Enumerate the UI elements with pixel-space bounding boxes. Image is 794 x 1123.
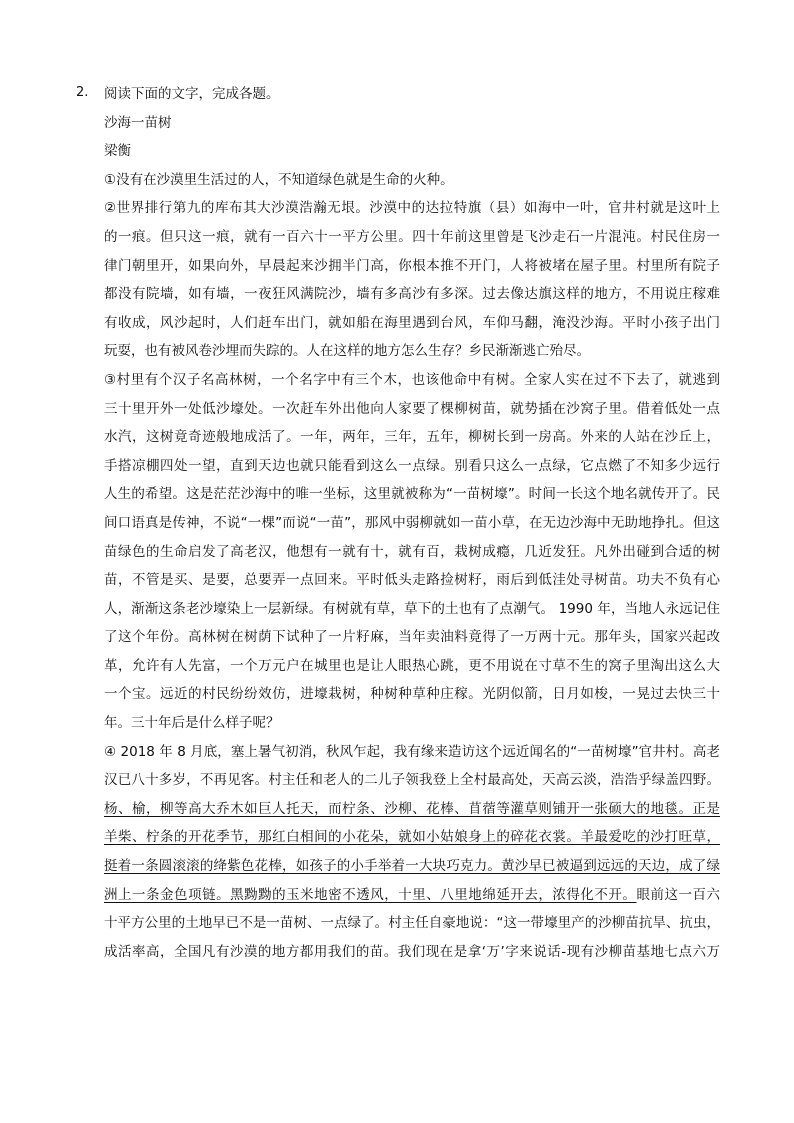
text-line: 一个宝。远近的村民纷纷效仿，进壕栽树，种树种草种庄稼。光阴似箭，日月如梭，一晃过去快三十	[104, 686, 720, 703]
text-line: 间口语真是传神，不说“一棵”而说“一苗”，那风中弱柳就如一苗小草，在无边沙海中无助地挣扎。但这	[104, 514, 720, 531]
underlined-line	[104, 795, 720, 824]
text-line: ①没有在沙漠里生活过的人，不知道绿色就是生命的火种。	[104, 171, 454, 188]
text-line: 十平方公里的土地早已不是一苗树、一点绿了。村主任自豪地说：“这一带壕里产的沙柳苗抗旱、抗虫，	[104, 915, 720, 932]
underlined-line	[104, 852, 720, 881]
text-line: 成活率高，全国凡有沙漠的地方都用我们的苗。我们现在是拿‘万’字来说话-现有沙柳苗基地七点六万	[104, 943, 720, 960]
text-line: 人生的希望。这是茫茫沙海中的唯一坐标，这里就被称为“一苗树壕”。时间一长这个地名就传开了。民	[104, 486, 720, 503]
text-line: 水汽，这树竟奇迹般地成活了。一年，两年，三年，五年，柳树长到一房高。外来的人站在沙丘上，	[104, 429, 720, 446]
article-title: 沙海一苗树	[104, 114, 172, 131]
underlined-text: 洲上一条金色项链。黑黝黝的玉米地密不透风，十里、八里地绵延开去，浓得化不开。	[104, 886, 637, 903]
text-line: 苗，不管是买、是要，总要弄一点回来。平时低头走路捡树籽，雨后到低洼处寻树苗。功夫不负有心	[104, 572, 720, 589]
text-line: ③村里有个汉子名高林树，一个名字中有三个木，也该他命中有树。全家人实在过不下去了，就逃到	[104, 371, 720, 388]
text-line: 律门朝里开，如果向外，早晨起来沙拥半门高，你根本推不开门，人将被堵在屋子里。村里所有院子	[104, 257, 720, 274]
mixed-line	[104, 881, 720, 910]
text-line: 人，渐渐这条老沙壕染上一层新绿。有树就有草，草下的土也有了点潮气。 1990 年，当地人永远记住	[104, 600, 720, 617]
plain-text: 眼前这一百六	[636, 886, 721, 903]
underlined-text: 挺着一条圆滚滚的绛紫色花棒，如孩子的小手举着一大块巧克力。黄沙早已被逼到远远的天边，成了绿	[104, 858, 720, 875]
text-line: 有收成，风沙起时，人们赶车出门，就如船在海里遇到台风，车仰马翻，淹没沙海。平时小孩子出门	[104, 314, 720, 331]
text-line: ④ 2018 年 8 月底，塞上暑气初消，秋风乍起，我有缘来造访这个远近闻名的“一苗树壕”官井村。高老	[104, 743, 720, 760]
question-instruction: 阅读下面的文字，完成各题。	[104, 86, 280, 102]
underlined-line	[104, 823, 720, 852]
text-line: 都没有院墙，如有墙，一夜狂风满院沙，墙有多高沙有多深。过去像达旗这样的地方，不用说庄稼难	[104, 286, 720, 303]
article-author: 梁衡	[104, 143, 131, 160]
question-content	[104, 80, 720, 966]
text-line: 革，允许有人先富，一个万元户在城里也是让人眼热心跳，更不用说在寸草不生的窝子里淘出这么大	[104, 657, 720, 674]
text-line: 年。三十年后是什么样子呢？	[104, 715, 280, 732]
underlined-text: 羊柴、柠条的开花季节，那红白相间的小花朵，就如小姑娘身上的碎花衣裳。羊最爱吃的沙打旺草，	[104, 829, 720, 846]
text-line: 汉已八十多岁，不再见客。村主任和老人的二儿子领我登上全村最高处，天高云淡，浩浩乎绿盖四野。	[104, 772, 720, 789]
text-line: ②世界排行第九的库布其大沙漠浩瀚无垠。沙漠中的达拉特旗（县）如海中一叶，官井村就是这叶上	[104, 200, 720, 217]
text-line: 了这个年份。高林树在树荫下试种了一片籽麻，当年卖油料竟得了一万两十元。那年头，国家兴起改	[104, 629, 720, 646]
text-line: 苗绿色的生命启发了高老汉，他想有一就有十，就有百，栽树成瘾，几近发狂。凡外出碰到合适的树	[104, 543, 720, 560]
text-line: 的一痕。但只这一痕，就有一百六十一平方公里。四十年前这里曾是飞沙走石一片混沌。村民住房一	[104, 228, 720, 245]
question-number: 2.	[76, 85, 89, 100]
text-line: 三十里开外一处低沙壕处。一次赶车外出他向人家要了棵柳树苗，就势插在沙窝子里。借着低处一点	[104, 400, 720, 417]
text-line: 玩耍，也有被风卷沙埋而失踪的。人在这样的地方怎么生存？乡民渐渐逃亡殆尽。	[104, 343, 590, 360]
underlined-text: 杨、榆，柳等高大乔木如巨人托天，而柠条、沙柳、花棒、苜蓿等灌草则铺开一张硕大的地毯。正是	[104, 800, 720, 817]
text-line: 手搭凉棚四处一望，直到天边也就只能看到这么一点绿。别看只这么一点绿，它点燃了不知多少远行	[104, 457, 720, 474]
